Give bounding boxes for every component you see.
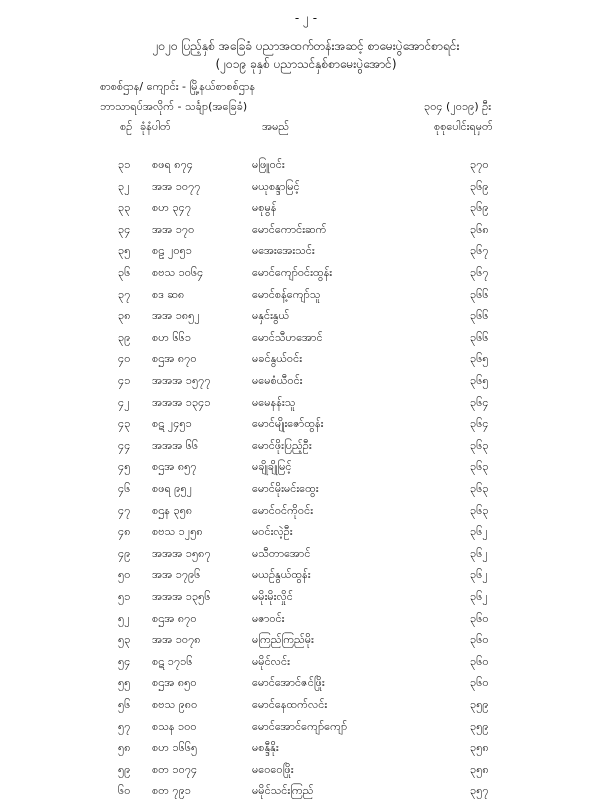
total-mark: ၃၆၀ — [470, 611, 489, 625]
student-name: မဝင်းလဲ့ဦး — [252, 525, 293, 539]
roll-number: စဠ ၂၀၅၁ — [152, 244, 192, 258]
row-number: ၄၁ — [118, 374, 131, 387]
row-number: ၅၂ — [118, 611, 130, 625]
total-mark: ၃၆၀ — [470, 654, 489, 668]
table-row — [0, 525, 612, 547]
student-name: မမိုးမိုးလှိုင် — [252, 590, 293, 603]
total-mark: ၃၅၈ — [470, 762, 489, 776]
row-number: ၅၇ — [118, 719, 131, 733]
row-number: ၅၁ — [118, 590, 131, 603]
row-number: ၄၇ — [118, 503, 131, 517]
table-row — [0, 439, 612, 461]
total-mark: ၃၆၃ — [470, 460, 489, 474]
row-number: ၄၆ — [118, 482, 131, 495]
table-row — [0, 676, 612, 698]
table-row — [0, 504, 612, 526]
total-mark: ၃၆၃ — [470, 482, 489, 495]
row-number: ၅၅ — [118, 676, 131, 690]
roll-number: စဟ ၆၆၁ — [152, 330, 192, 344]
roll-number: အအအ ၁၃၅၆ — [152, 590, 211, 603]
student-name: မောင်အောင်ကျော်ကျော် — [252, 719, 348, 733]
row-number: ၃၅ — [118, 244, 131, 258]
table-row — [0, 741, 612, 763]
table-row — [0, 698, 612, 720]
roll-number: စဖရ ၈၇၄ — [152, 158, 193, 171]
student-name: မမိုင်လင်း — [252, 654, 290, 668]
table-row — [0, 720, 612, 742]
student-name: မချိုချိုမြင့် — [252, 460, 292, 474]
table-row — [0, 568, 612, 590]
table-row — [0, 612, 612, 634]
student-name: မောင်ဝင်ကိုဝင်း — [252, 503, 313, 517]
table-row — [0, 590, 612, 612]
roll-number: စဌအ ၈၅၇ — [152, 460, 197, 474]
row-number: ၄၅ — [118, 460, 131, 474]
row-number: ၃၆ — [118, 266, 131, 279]
table-row — [0, 460, 612, 482]
student-name: မယဉ်နွယ်ထွန်း — [252, 568, 311, 582]
student-name: မမေနန်းသူ — [252, 395, 296, 409]
row-number: ၅၄ — [118, 654, 131, 668]
row-number: ၄၃ — [118, 417, 131, 431]
row-number: ၅၀ — [118, 568, 131, 582]
roll-number: စဌန ၃၅၈ — [152, 503, 193, 517]
table-row — [0, 417, 612, 439]
header-no: စဉ် — [120, 120, 133, 133]
roll-number: စသန ၁၀၀ — [152, 719, 197, 733]
total-mark: ၃၆၆ — [470, 330, 489, 344]
row-number: ၅၃ — [118, 633, 131, 647]
table-row — [0, 266, 612, 288]
student-name: မစန္ဒီနိုး — [252, 741, 279, 755]
total-mark: ၃၅၇ — [470, 784, 489, 798]
roll-number: အအ ၁၇၉၆ — [152, 568, 201, 582]
student-name: မဝေဝေဖြိုး — [252, 762, 294, 776]
table-row — [0, 201, 612, 223]
roll-number: စဌအ ၈၅၀ — [152, 676, 197, 690]
document-title: ၂၀၂၀ ပြည့်နှစ် အခြေခံ ပညာအထက်တန်းအဆင့် စာမေးပွဲအောင်စာရင်း — [152, 39, 460, 53]
roll-number: အအ ၁၇၀ — [152, 222, 195, 236]
total-mark: ၃၆၀ — [470, 633, 489, 647]
total-mark: ၃၆၄ — [470, 395, 489, 409]
roll-number: အအ ၁၈၅၂ — [152, 309, 200, 323]
subject-line: ဘာသာရပ်အလိုက် - သင်္ချာ(အခြေခံ) — [100, 100, 248, 113]
roll-number: စတ ၁၀၇၄ — [152, 762, 198, 776]
total-mark: ၃၆၆ — [470, 287, 489, 301]
total-mark: ၃၅၈ — [470, 741, 489, 755]
table-row — [0, 331, 612, 353]
row-number: ၄၂ — [118, 395, 130, 409]
roll-number: အအအ ၁၅၇၇ — [152, 374, 211, 387]
total-mark: ၃၅၉ — [470, 719, 489, 733]
total-mark: ၃၆၃ — [470, 438, 489, 452]
total-mark: ၃၆၅ — [470, 352, 489, 366]
student-name: မသီတာအောင် — [252, 546, 311, 560]
table-row — [0, 655, 612, 677]
document-subtitle: (၂၀၁၉ ခုနှစ် ပညာသင်နှစ်စာမေးပွဲအောင်) — [215, 57, 397, 71]
roll-number: အအ ၁၀၇၈ — [152, 633, 201, 647]
roll-number: စဟ ၃၄၇ — [152, 201, 192, 215]
total-mark: ၃၆၇ — [470, 266, 489, 279]
total-mark: ၃၆၉ — [470, 201, 489, 215]
table-row — [0, 396, 612, 418]
header-name: အမည် — [262, 120, 290, 133]
student-name: မောင်စန့်ကျော်သူ — [252, 287, 321, 301]
roll-number: စတ ၇၉၁ — [152, 784, 191, 798]
header-roll: ခုံနံပါတ် — [140, 120, 171, 133]
roll-number: အအအ ၁၅၈၇ — [152, 546, 211, 560]
total-mark: ၃၆၆ — [470, 309, 489, 323]
table-row — [0, 784, 612, 806]
roll-number: အအ ၁၀၇၇ — [152, 179, 201, 193]
table-row — [0, 633, 612, 655]
total-mark: ၃၇၀ — [470, 158, 489, 171]
roll-number: စဖရ ၉၅၂ — [152, 482, 193, 495]
row-number: ၃၄ — [118, 222, 131, 236]
student-name: မောင်မိုးမင်းထွေး — [252, 482, 319, 495]
page-number: - ၂ - — [294, 11, 318, 25]
student-name: မောင်ကျော်ဝင်းထွန်း — [252, 266, 333, 279]
table-row — [0, 547, 612, 569]
student-name: မယုစန္ဒာမြင့် — [252, 179, 300, 193]
table-row — [0, 158, 612, 180]
row-number: ၃၇ — [118, 287, 131, 301]
roll-number: စဟ ၁၆၆၅ — [152, 741, 198, 755]
table-row — [0, 223, 612, 245]
student-name: မောင်ဖိုးပြည့်ဦး — [252, 438, 312, 452]
total-mark: ၃၅၉ — [470, 698, 489, 711]
total-mark: ၃၆၂ — [470, 546, 488, 560]
row-number: ၄၈ — [118, 525, 131, 539]
total-mark: ၃၆၈ — [470, 222, 489, 236]
total-mark: ၃၆၂ — [470, 590, 488, 603]
student-name: မခင်နွယ်ဝင်း — [252, 352, 303, 366]
student-name: မဇာဝင်း — [252, 611, 285, 625]
header-mark: စုစုပေါင်းရမှတ် — [434, 120, 493, 133]
table-row — [0, 763, 612, 785]
roll-number: စဗသ ၉၈၀ — [152, 698, 198, 711]
row-number: ၄၉ — [118, 546, 131, 560]
student-name: မမေစံယီဝင်း — [252, 374, 303, 387]
roll-number: စဌအ ၈၇၀ — [152, 352, 197, 366]
row-number: ၃၂ — [118, 179, 130, 193]
student-name: မောင်မျိုးဇော်ထွန်း — [252, 417, 324, 431]
student-name: မောင်ကောင်းဆက် — [252, 222, 327, 236]
total-mark: ၃၆၀ — [470, 676, 489, 690]
student-name: မောင်အောင်ဇင်ဖြိုး — [252, 676, 325, 690]
total-mark: ၃၆၂ — [470, 525, 488, 539]
table-row — [0, 309, 612, 331]
student-name: မအေးအေးသင်း — [252, 244, 315, 258]
total-mark: ၃၆၃ — [470, 503, 489, 517]
student-name: မမိုင်သင်းကြည် — [252, 784, 314, 798]
student-name: မစုမွန် — [252, 201, 277, 215]
row-number: ၃၉ — [118, 330, 131, 344]
roll-number: စဋ ၁၇၁၆ — [152, 654, 193, 668]
table-row — [0, 374, 612, 396]
pass-count: ၃၀၄ (၂၀၁၉) ဦး — [424, 100, 491, 113]
total-mark: ၃၆၇ — [470, 244, 489, 258]
roll-number: စဋ ၂၄၅၁ — [152, 417, 192, 431]
roll-number: စဗသ ၁၀၆၄ — [152, 266, 204, 279]
table-row — [0, 288, 612, 310]
row-number: ၅၆ — [118, 698, 131, 711]
roll-number: စဌအ ၈၇၀ — [152, 611, 197, 625]
total-mark: ၃၆၄ — [470, 417, 489, 431]
total-mark: ၃၆၅ — [470, 374, 489, 387]
total-mark: ၃၆၉ — [470, 179, 489, 193]
row-number: ၃၈ — [118, 309, 131, 323]
district-line: စာစစ်ဌာန/ ကျောင်း - မြို့နယ်စာစစ်ဌာန — [100, 80, 256, 93]
row-number: ၃၁ — [118, 158, 131, 171]
student-name: မဖြူဝင်း — [252, 158, 285, 171]
student-name: မောင်နေထက်လင်း — [252, 698, 328, 711]
row-number: ၅၉ — [118, 762, 131, 776]
student-name: မကြည်ကြည်မိုး — [252, 633, 314, 647]
roll-number: စဒ ဆ၈ — [152, 287, 185, 301]
row-number: ၃၃ — [118, 201, 131, 215]
roll-number: အအအ ၁၃၄၁ — [152, 395, 211, 409]
table-row — [0, 244, 612, 266]
row-number: ၆၀ — [118, 784, 131, 798]
student-name: မနှင်းနွယ် — [252, 309, 290, 323]
table-row — [0, 180, 612, 202]
student-name: မောင်သီဟအောင် — [252, 330, 323, 344]
roll-number: စဗသ ၁၂၅၈ — [152, 525, 203, 539]
roll-number: အအအ ၆၆ — [152, 438, 199, 452]
row-number: ၄၀ — [118, 352, 131, 366]
row-number: ၅၈ — [118, 741, 131, 755]
table-row — [0, 352, 612, 374]
row-number: ၄၄ — [118, 438, 131, 452]
table-row — [0, 482, 612, 504]
total-mark: ၃၆၂ — [470, 568, 488, 582]
